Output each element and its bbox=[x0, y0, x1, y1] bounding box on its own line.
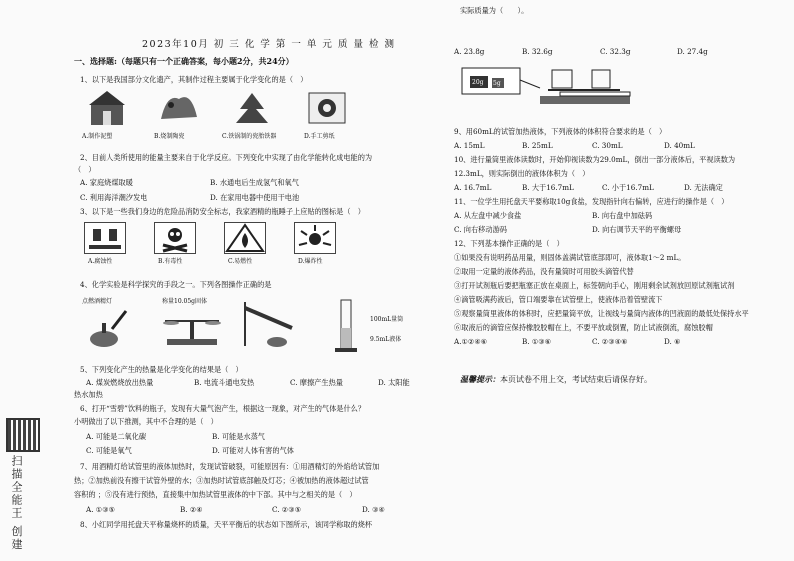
q11-option-d: D. 向右调节天平的平衡螺母 bbox=[592, 225, 682, 234]
q6-option-b: B. 可能是水蒸气 bbox=[212, 432, 265, 441]
q10-option-a: A. 16.7mL bbox=[454, 183, 492, 192]
q6-option-d: D. 可能对人体有害的气体 bbox=[212, 446, 294, 455]
q6-option-a: A. 可能是二氧化碳 bbox=[86, 432, 147, 441]
q10-option-b: B. 大于16.7mL bbox=[522, 183, 574, 192]
question-11: 11、一位学生用托盘天平要称取10g食盐，发现指针向右偏转，应进行的操作是（ ） bbox=[454, 197, 729, 206]
question-5: 5、下列变化产生的热量是化学变化的结果是（ ） bbox=[80, 365, 243, 374]
q12-option-a: A.①②④⑥ bbox=[454, 337, 488, 346]
alcohol-lamp-icon bbox=[82, 305, 142, 350]
question-6: 6、打开“雪碧”饮料的瓶子，发现有大量气泡产生，根据这一现象，对产生的气体是什么？ bbox=[80, 404, 366, 413]
question-8: 8、小红同学用托盘天平称量烧杯的质量，天平平衡后的状态如下图所示，该同学称取的烧杯 bbox=[80, 520, 373, 529]
q3-caption-a: A.腐蚀性 bbox=[88, 258, 113, 265]
q4-caption-b: 称量10.05g固体 bbox=[162, 298, 208, 305]
q10-option-d: D. 无法确定 bbox=[684, 183, 723, 192]
question-4: 4、化学实验是科学探究的手段之一。下列各图操作正确的是 bbox=[80, 280, 272, 289]
q11-option-c: C. 向右移动游码 bbox=[454, 225, 507, 234]
q9-option-c: C. 30mL bbox=[592, 141, 623, 150]
q11-option-b: B. 向右盘中加砝码 bbox=[592, 211, 653, 220]
q1-caption-c: C.铁锅制的瓷胎铁器 bbox=[222, 133, 277, 140]
q8-continuation: 实际质量为（ ）。 bbox=[460, 6, 529, 15]
reminder-note bbox=[460, 375, 652, 384]
q7-option-b: B. ②④ bbox=[180, 505, 203, 514]
q6-option-c: C. 可能是氧气 bbox=[86, 446, 132, 455]
q8-option-c: C. 32.3g bbox=[600, 47, 631, 56]
q9-option-a: A. 15mL bbox=[454, 141, 485, 150]
question-7: 7、用酒精灯给试管里的液体加热时，发现试管破裂，可能原因有：①用酒精灯的外焰给试管加 bbox=[80, 462, 380, 471]
reminder-label: 温馨提示： bbox=[460, 374, 500, 384]
q12-item-5: ⑤观察量筒里液体的体积时，应把量筒平放，让视线与量筒内液体的凹液面的最低处保持水平 bbox=[454, 309, 749, 318]
q4-caption-e: 9.5mL液体 bbox=[370, 336, 402, 343]
q4-caption-a: 点燃酒精灯 bbox=[82, 298, 113, 305]
q12-item-1: ①如果没有说明药品用量，则固体盖满试管底部即可，液体取1～2 mL。 bbox=[454, 253, 686, 262]
q2-option-a: A. 家庭烧煤取暖 bbox=[80, 178, 133, 187]
question-3: 3、以下是一些我们身边的危险品消防安全标志，我家酒精的瓶睡子上应贴的图标是（ ） bbox=[80, 207, 365, 216]
corrosive-sign-icon bbox=[84, 222, 126, 254]
q2-option-b: B. 水通电后生成氢气和氧气 bbox=[210, 178, 299, 187]
paper-cut-icon bbox=[302, 88, 352, 128]
q5-option-d: D. 太阳能 bbox=[378, 378, 410, 387]
reminder-text: 本页试卷不用上交，考试结束后请保存好。 bbox=[500, 375, 652, 384]
weight-20g: 20g bbox=[472, 79, 484, 86]
q1-caption-b: B.烧制陶瓷 bbox=[154, 133, 185, 140]
q9-option-d: D. 40mL bbox=[664, 141, 695, 150]
q8-option-b: B. 32.6g bbox=[522, 47, 553, 56]
q5-option-b: B. 电流斗通电发热 bbox=[194, 378, 255, 387]
q2-option-d: D. 在家用电器中使用干电池 bbox=[210, 193, 300, 202]
toxic-sign-icon bbox=[154, 222, 196, 254]
question-9: 9、用60mL的试管加热液体，下列液体的体积符合要求的是（ ） bbox=[454, 127, 667, 136]
cylinder-icon bbox=[327, 298, 367, 353]
q9-option-b: B. 25mL bbox=[522, 141, 553, 150]
q7-option-c: C. ②③⑤ bbox=[272, 505, 302, 514]
section-heading: 一、选择题:（每题只有一个正确答案，每小题2分，共24分） bbox=[74, 56, 294, 66]
flammable-sign-icon bbox=[224, 222, 266, 254]
scanner-watermark: 扫描全能王 创建 bbox=[10, 455, 23, 552]
q12-item-3: ③打开试剂瓶后要把瓶塞正放在桌面上，标签朝向手心，刚用剩余试剂放回原试剂瓶试剂 bbox=[454, 281, 735, 290]
question-7-line-3: 容积的 ；⑤没有进行预热，直接集中加热试管里液体的中下部。其中与之相关的是（ ） bbox=[74, 490, 357, 499]
q11-option-a: A. 从左盘中减少食盐 bbox=[454, 211, 522, 220]
q12-option-d: D. ⑥ bbox=[664, 337, 681, 346]
question-7-line-2: 热；②加热前没有擦干试管外壁的水；③加热时试管底部触及灯芯；④被加热的液体超过试管 bbox=[74, 476, 369, 485]
question-2-paren: （ ） bbox=[74, 165, 96, 174]
balance-icon bbox=[157, 305, 227, 350]
ceramic-icon bbox=[154, 88, 204, 128]
question-10: 10、进行量筒里液体读数时，开始仰视读数为29.0mL，倒出一部分液体后，平视读数为 bbox=[454, 155, 736, 164]
q8-option-a: A. 23.8g bbox=[454, 47, 485, 56]
q12-item-2: ②取用一定量的液体药品，没有量筒时可用胶头滴管代替 bbox=[454, 267, 634, 276]
q12-option-c: C. ②③④⑥ bbox=[592, 337, 628, 346]
q12-option-b: B. ①③⑥ bbox=[522, 337, 552, 346]
q2-option-c: C. 利用海洋潮汐发电 bbox=[80, 193, 148, 202]
q7-option-a: A. ①③⑤ bbox=[86, 505, 116, 514]
q10-option-c: C. 小于16.7mL bbox=[602, 183, 654, 192]
q5-continuation: 热水加热 bbox=[74, 390, 103, 399]
question-1: 1、以下是我国部分文化遗产，其制作过程主要属于化学变化的是（ ） bbox=[80, 75, 308, 84]
q1-caption-d: D.手工剪纸 bbox=[304, 133, 335, 140]
question-6-line-2: 小明做出了以下推测，其中不合理的是（ ） bbox=[74, 417, 218, 426]
q12-item-6: ⑥取液后的滴管应保持橡胶胶帽在上，不要平放或倒置，防止试液倒流，腐蚀胶帽 bbox=[454, 323, 713, 332]
q3-caption-c: C.易燃性 bbox=[228, 258, 253, 265]
question-12: 12、下列基本操作正确的是（ ） bbox=[454, 239, 564, 248]
q3-caption-d: D.爆炸性 bbox=[298, 258, 323, 265]
qr-code bbox=[6, 418, 40, 452]
q4-caption-d: 100mL量筒 bbox=[370, 316, 404, 323]
q7-option-d: D. ③④ bbox=[362, 505, 385, 514]
q12-item-4: ④滴管吸满药液后，管口端要靠在试管壁上，使液体沿着管壁流下 bbox=[454, 295, 663, 304]
clay-figure-icon bbox=[82, 88, 132, 128]
q5-option-a: A. 煤炭燃烧放出热量 bbox=[86, 378, 154, 387]
question-10-line-2: 12.3mL，则实际倒出的液体体积为（ ） bbox=[454, 169, 590, 178]
heating-tube-icon bbox=[237, 298, 307, 350]
exam-title: 2023年10月 初 三 化 学 第 一 单 元 质 量 检 测 bbox=[142, 39, 396, 50]
question-2: 2、目前人类所使用的能量主要来自于化学反应。下列变化中实现了由化学能转化成电能的为 bbox=[80, 153, 373, 162]
q1-caption-a: A.制作泥塑 bbox=[82, 133, 113, 140]
q8-option-d: D. 27.4g bbox=[677, 47, 708, 56]
q3-caption-b: B.有毒性 bbox=[158, 258, 183, 265]
iron-pot-icon bbox=[227, 88, 277, 128]
weight-5g: 5g bbox=[493, 80, 501, 87]
explosive-sign-icon bbox=[294, 222, 336, 254]
q5-option-c: C. 摩擦产生热量 bbox=[290, 378, 343, 387]
balance-figure bbox=[460, 66, 636, 108]
